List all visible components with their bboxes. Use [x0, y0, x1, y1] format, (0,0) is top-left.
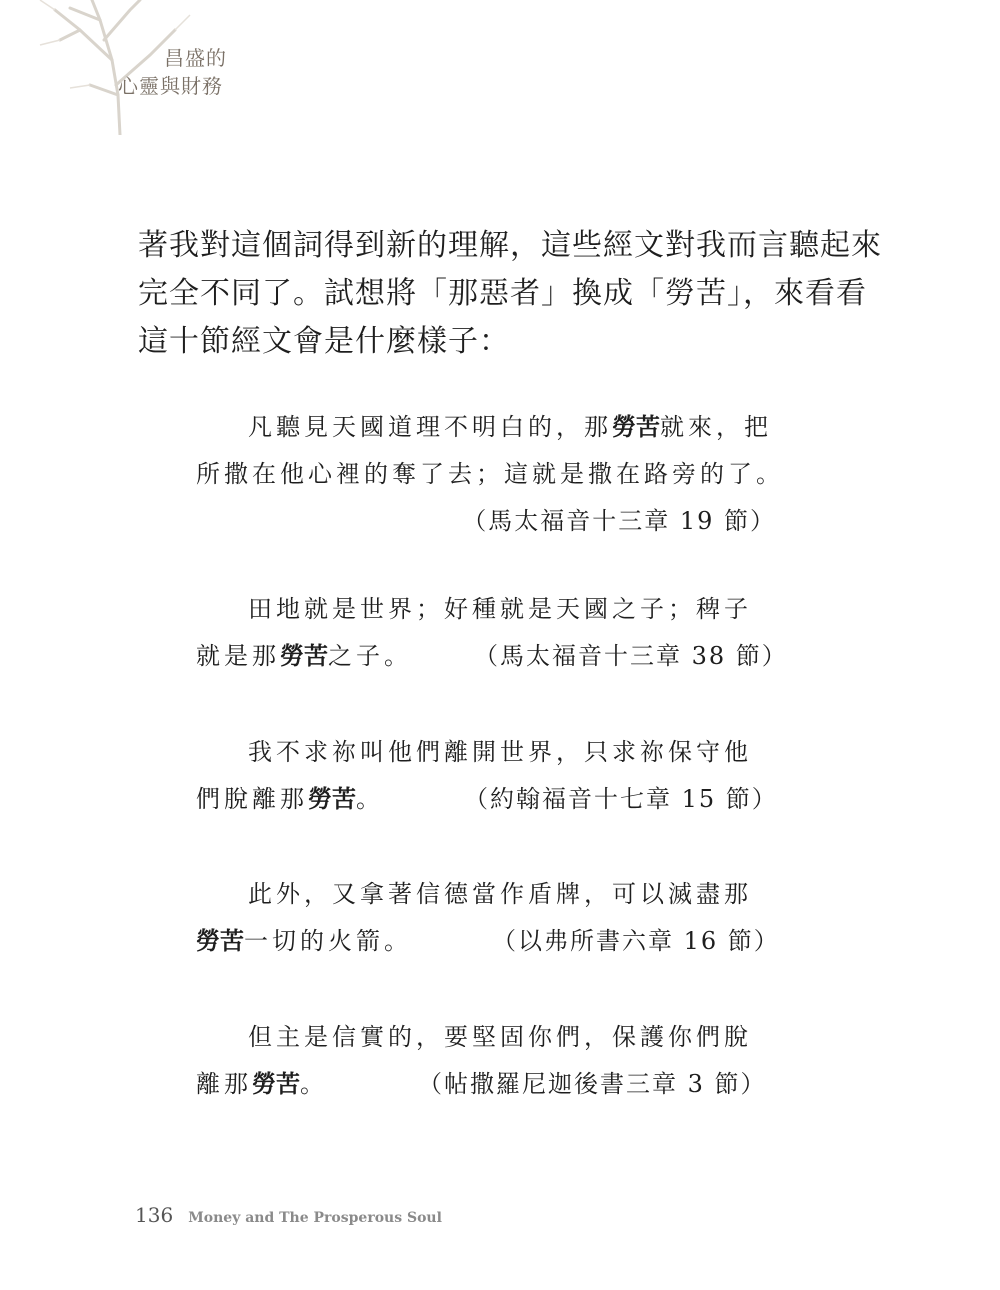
quote-text: 們脫離那: [196, 785, 308, 813]
quote-line: 所撒在他心裡的奪了去；這就是撒在路旁的了。: [196, 460, 784, 488]
quote-text: 凡聽見天國道理不明白的，那: [248, 413, 612, 441]
scripture-quote-2: [196, 586, 788, 680]
emphasis-word: 勞苦: [308, 785, 356, 813]
quote-line: 但主是信實的，要堅固你們，保護你們脫: [248, 1023, 752, 1051]
quote-text: 就是那: [196, 642, 280, 670]
emphasis-word: 勞苦: [196, 927, 244, 955]
emphasis-word: 勞苦: [280, 642, 328, 670]
scripture-quote-1: [196, 404, 784, 545]
quote-text: 就來，把: [660, 413, 772, 441]
scripture-quote-5: [196, 1014, 776, 1108]
emphasis-word: 勞苦: [252, 1070, 300, 1098]
quote-line: [196, 404, 776, 451]
quote-line: 此外，又拿著信德當作盾牌，可以滅盡那: [248, 880, 752, 908]
quote-text: 離那: [196, 1070, 252, 1098]
header-title-line1: 昌盛的: [164, 46, 227, 70]
scripture-reference: （馬太福音十三章 38 節）: [474, 642, 788, 670]
quote-text: 。: [300, 1070, 328, 1098]
scripture-reference: （馬太福音十三章 19 節）: [462, 507, 776, 535]
scripture-quote-3: [196, 729, 776, 823]
quote-text: 之子。: [328, 642, 412, 670]
footer-book-title: Money and The Prosperous Soul: [188, 1210, 442, 1226]
header-title-line2: 心靈與財務: [118, 74, 223, 98]
scripture-reference: （帖撒羅尼迦後書三章 3 節）: [418, 1070, 767, 1098]
intro-line: 著我對這個詞得到新的理解，這些經文對我而言聽起來: [138, 228, 882, 263]
book-header-title: [118, 44, 233, 104]
intro-paragraph: [138, 222, 882, 366]
quote-text: 。: [356, 785, 384, 813]
page-number: 136: [135, 1203, 174, 1227]
scripture-reference: （約翰福音十七章 15 節）: [464, 785, 778, 813]
scripture-quote-4: [196, 871, 780, 965]
scripture-reference: （以弗所書六章 16 節）: [492, 927, 780, 955]
quote-line: [196, 633, 788, 680]
emphasis-word: 勞苦: [612, 413, 660, 441]
quote-text: 一切的火箭。: [244, 927, 412, 955]
intro-line: 完全不同了。試想將「那惡者」換成「勞苦」，來看看: [138, 276, 867, 311]
quote-line: 田地就是世界；好種就是天國之子；稗子: [248, 595, 752, 623]
quote-line: [196, 776, 776, 823]
quote-line: [196, 918, 780, 965]
quote-line: [196, 1061, 776, 1108]
quote-line: 我不求祢叫他們離開世界，只求祢保守他: [248, 738, 752, 766]
intro-line: 這十節經文會是什麼樣子：: [138, 324, 510, 359]
page-footer: [135, 1203, 635, 1227]
